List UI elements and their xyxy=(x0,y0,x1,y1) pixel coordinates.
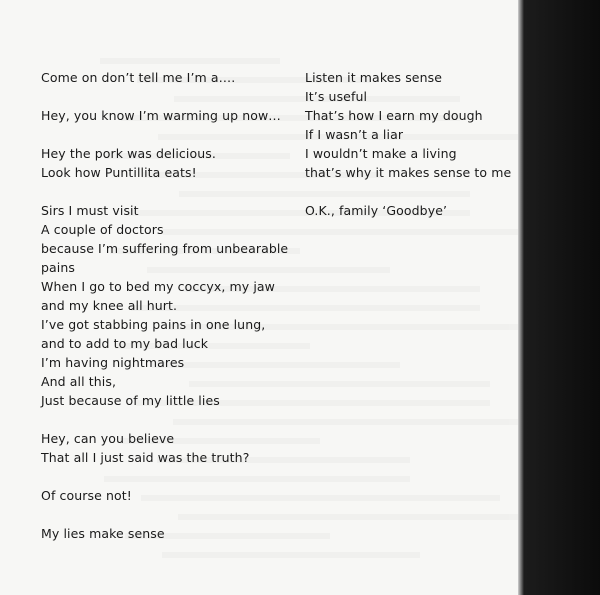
lyric-line: O.K., family ‘Goodbye’ xyxy=(305,203,448,218)
show-through-line xyxy=(162,542,420,558)
lyric-line: A couple of doctors xyxy=(41,222,164,237)
lyric-line: I’m having nightmares xyxy=(41,355,185,370)
lyrics-column-left xyxy=(41,68,291,543)
stanza-gap xyxy=(305,182,505,201)
lyrics-column-right xyxy=(305,68,512,220)
lyric-line: Listen it makes sense xyxy=(305,70,443,85)
lyric-line: and my knee all hurt. xyxy=(41,298,178,313)
lyric-line: Look how Puntillita eats! xyxy=(41,165,197,180)
lyric-line: When I go to bed my coccyx, my jaw xyxy=(41,279,275,294)
lyric-line: Of course not! xyxy=(41,488,132,503)
stanza-gap xyxy=(41,410,291,429)
show-through-line xyxy=(100,48,280,64)
stanza-gap xyxy=(41,125,291,144)
stanza-gap xyxy=(41,467,291,486)
lyric-line: and to add to my bad luck xyxy=(41,336,209,351)
lyric-line: pains xyxy=(41,260,76,275)
lyric-line: because I’m suffering from unbearable xyxy=(41,241,289,256)
lyric-line: Hey the pork was delicious. xyxy=(41,146,216,161)
lyric-line: That’s how I earn my dough xyxy=(305,108,483,123)
lyric-line: And all this, xyxy=(41,374,117,389)
stanza-gap xyxy=(41,182,291,201)
lyric-line: If I wasn’t a liar xyxy=(305,127,404,142)
lyric-line: I’ve got stabbing pains in one lung, xyxy=(41,317,266,332)
lyric-line: Hey, you know I’m warming up now… xyxy=(41,108,281,123)
stanza-gap xyxy=(41,505,291,524)
lyric-line: that’s why it makes sense to me xyxy=(305,165,512,180)
lyric-line: Just because of my little lies xyxy=(41,393,220,408)
lyric-line: That all I just said was the truth? xyxy=(41,450,250,465)
lyric-line: Come on don’t tell me I’m a…. xyxy=(41,70,236,85)
lyric-line: It’s useful xyxy=(305,89,368,104)
lyric-line: Sirs I must visit xyxy=(41,203,139,218)
dark-page-edge xyxy=(518,0,600,595)
lyric-line: I wouldn’t make a living xyxy=(305,146,457,161)
lyric-line: My lies make sense xyxy=(41,526,165,541)
stanza-gap xyxy=(41,87,291,106)
lyric-line: Hey, can you believe xyxy=(41,431,175,446)
